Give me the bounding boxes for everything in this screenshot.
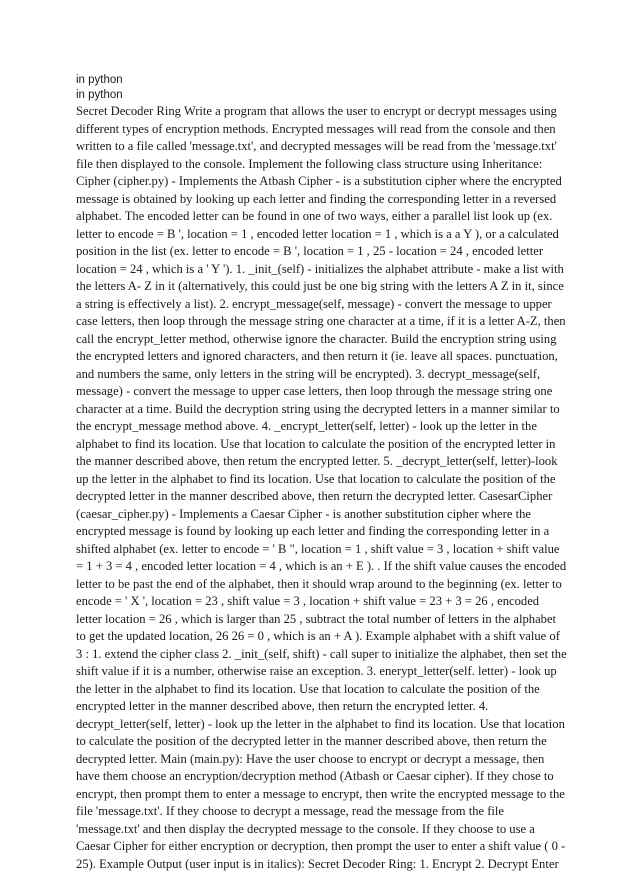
document-subheading: in python: [76, 89, 123, 101]
document-heading: in python: [76, 74, 123, 86]
assignment-text: Secret Decoder Ring Write a program that allows the user to encrypt or decrypt messages using different types of encryption methods. Encrypted messages will read from the console and then written to a file called 'message.txt', and decrypted messages will be read from the 'message.txt' file then displayed to the console. Implement the following class structure using Inheritance: Cipher (cipher.py) - Implements the Atbash Cipher - is a substitution cipher where the encrypted message is obtained by looking up each letter and finding the corresponding letter in a reversed alphabet. The encoded letter can be found in one of two ways, either a parallel list look up (ex. letter to encode = B ', location = 1 , encoded letter location = 1 , which is a a Y ), or a calculated position in the list (ex. letter to encode = B ', location = 1 , 25 - location = 24 , encoded letter location = 24 , which is a ' Y '). 1. _init_(self) - initializes the alphabet attribute - make a list with the letters A- Z in it (alternatively, this could just be one big string with the letters A Z in it, since a string is effectively a list). 2. encrypt_message(self, message) - convert the message to upper case letters, then loop through the message string one character at a time, if it is a letter A-Z, then call the encrypt_letter method, otherwise ignore the character. Build the encryption string using the encrypted letters and ignored characters, and then return it (ie. leave all spaces. punctuation, and numbers the same, only letters in the string will be encrypted). 3. decrypt_message(self, message) - convert the message to upper case letters, then loop through the message string one character at a time. Build the decryption string using the decrypted letters in a manner similar to the encrypt_message method above. 4. _encrypt_letter(self, letter) - look up the letter in the alphabet to find its location. Use that location to calculate the position of the encrypted letter in the manner described above, then retum the encrypted letter. 5. _decrypt_letter(self, letter)-look up the letter in the alphabet to find its location. Use that location to calculate the position of the decrypted letter in the manner described above, then return the decrypted letter. CasesarCipher (caesar_cipher.py) - Implements a Caesar Cipher - is another substitution cipher where the encrypted message is found by looking up each letter and finding the corresponding letter in a shifted alphabet (ex. letter to encode = ' B ", location = 1 , shift value = 3 , location + shift value = 1 + 3 = 4 , encoded letter location = 4 , which is an + E ). . If the shift value causes the encoded letter to be past the end of the alphabet, then it should wrap around to the beginning (ex. letter to encode = ' X ', location = 23 , shift value = 3 , location + shift value = 23 + 3 = 26 , encoded letter location = 26 , which is larger than 25 , subtract the total number of letters in the alphabet to get the updated location, 26 26 = 0 , which is an + A ). Example alphabet with a shift value of 3 : 1. extend the cipher class 2. _init_(self, shift) - call super to initialize the alphabet, then set the shift value if it is a number, otherwise raise an exception. 3. enerypt_letter(self. letter) - look up the letter in the alphabet to find its location. Use that location to calculate the position of the encrypted letter in the manner described above, then return the encrypted letter. 4. decrypt_letter(self, letter) - look up the letter in the alphabet to find its location. Use that location to calculate the position of the decrypted letter in the manner described above, then return the decrypted letter. Main (main.py): Have the user choose to encrypt or decrypt a message, then have them choose an encryption/decryption method (Atbash or Caesar cipher). If they chose to encrypt, then prompt them to enter a message to encrypt, then write the encrypted message to the file 'message.txt'. If they choose to decrypt a message, read the message from the file 'message.txt' and then display the decrypted message to the console. If they choose to use a Caesar Cipher for either encryption or decryption, then prompt the user to enter a shift value ( 0 - 25). Example Output (user input is in italics): Secret Decoder Ring: 1. Encrypt 2. Decrypt Enter: [76, 104, 567, 871]
document-page: [76, 73, 568, 873]
